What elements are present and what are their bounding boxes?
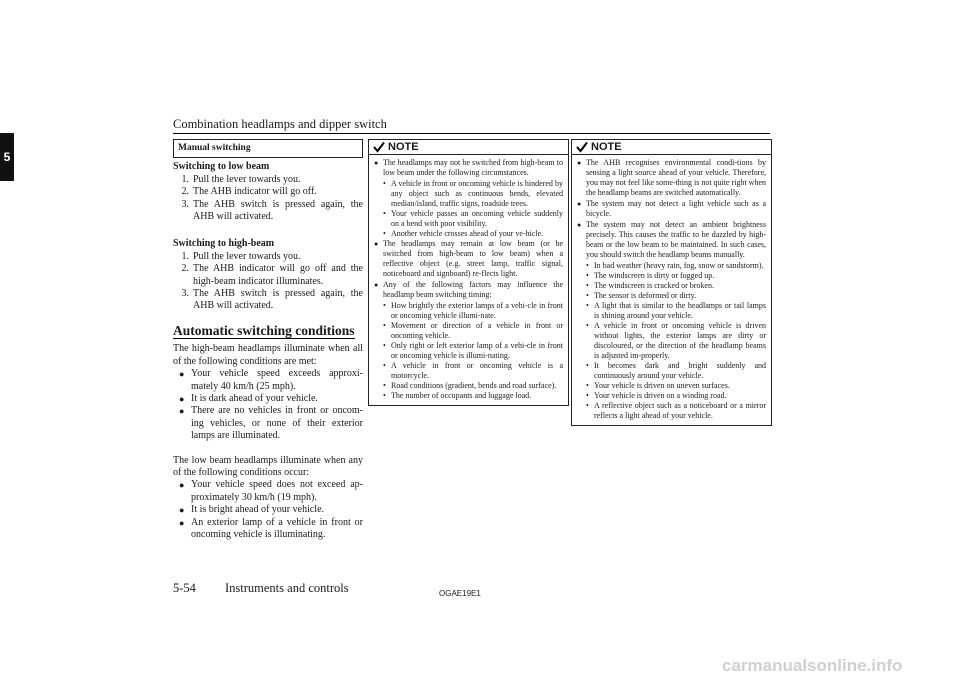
step-item: 3. The AHB switch is pressed again, the AHB will activated. bbox=[181, 198, 363, 223]
note-bullet: ● The headlamps may remain at low beam (or be switched from high-beam to low beam) when a reflective object (e.g. street lamp, traffic signal, noticeboard and signboard) re-flects light. bbox=[374, 239, 563, 278]
low-beam-conditions-intro: The low beam headlamps illuminate when any of the following conditions occur: bbox=[173, 454, 363, 478]
note-bullet: ● The headlamps may not be switched from high-beam to low beam under the following circumstances. bbox=[374, 158, 563, 177]
note-bullet: ● The system may not detect an ambient brightness precisely. This causes the traffic to be dazzled by high-beam or the low beam to be maintained. In such cases, you should switch the headlamp beams manually. bbox=[577, 220, 766, 259]
note-subitem: • Your vehicle is driven on uneven surfaces. bbox=[586, 381, 730, 390]
manual-switching-box: Manual switching bbox=[173, 139, 363, 158]
note-subitem: • A light that is similar to the headlamps or tail lamps is shining around your vehicle. bbox=[586, 301, 766, 320]
note-label: NOTE bbox=[388, 141, 419, 153]
note-icon bbox=[373, 141, 385, 153]
bullet-item: ● It is bright ahead of your vehicle. bbox=[179, 504, 325, 516]
note-header bbox=[369, 140, 568, 155]
note-subitem: • A vehicle in front or oncoming vehicle is hindered by any object such as continuous bends, elevated median/island, traffic signs, roadside trees. bbox=[383, 179, 563, 208]
footer-section: Instruments and controls bbox=[225, 581, 349, 595]
note-body bbox=[572, 155, 771, 425]
high-beam-conditions-intro: The high-beam headlamps illuminate when all of the following conditions are met: bbox=[173, 343, 363, 367]
note-box-2 bbox=[571, 139, 772, 426]
step-item: 3. The AHB switch is pressed again, the AHB will activated. bbox=[181, 288, 363, 312]
step-item: 1. Pull the lever towards you. bbox=[181, 250, 301, 262]
note-box-1 bbox=[368, 139, 569, 406]
note-bullet: ● The AHB recognises environmental condi-tions by sensing a light source ahead of your vehicle. Therefore, you may not feel like some-thing is not quite right when the headlamp beams are switched automatically. bbox=[577, 158, 766, 197]
note-header bbox=[572, 140, 771, 155]
note-body bbox=[369, 155, 568, 405]
page-number: 5-54 bbox=[173, 581, 196, 595]
note-subitem: • In bad weather (heavy rain, fog, snow or sandstorm). bbox=[586, 261, 764, 270]
bullet-item: ● Your vehicle speed exceeds approxi-mately 40 km/h (25 mph). bbox=[179, 368, 363, 392]
document-code: OGAE19E1 bbox=[439, 589, 481, 598]
left-column bbox=[173, 139, 363, 541]
note-subitem: • A vehicle in front or oncoming vehicle is a motorcycle. bbox=[383, 361, 563, 380]
high-beam-heading: Switching to high-beam bbox=[173, 238, 275, 250]
note-subitem: • The sensor is deformed or dirty. bbox=[586, 291, 697, 300]
note-subitem: • Your vehicle is driven on a winding road. bbox=[586, 391, 727, 400]
bullet-item: ● Your vehicle speed does not exceed ap-proximately 30 km/h (19 mph). bbox=[179, 479, 363, 503]
step-item: 1. Pull the lever towards you. bbox=[181, 173, 301, 185]
note-label: NOTE bbox=[591, 141, 622, 153]
note-subitem: • Only right or left exterior lamp of a vehi-cle in front or oncoming vehicle is illumi-nating. bbox=[383, 341, 563, 360]
note-subitem: • How brightly the exterior lamps of a vehi-cle in front or oncoming vehicle illumi-nate. bbox=[383, 301, 563, 320]
note-subitem: • Movement or direction of a vehicle in front or oncoming vehicle. bbox=[383, 321, 563, 340]
note-subitem: • A reflective object such as a noticeboard or a mirror reflects a light ahead of your vehicle. bbox=[586, 401, 766, 420]
note-subitem: • The windscreen is cracked or broken. bbox=[586, 281, 714, 290]
section-title: Automatic switching conditions bbox=[173, 322, 355, 338]
bullet-item: ● There are no vehicles in front or oncom-ing vehicles, or none of their exterior lamps are illuminated. bbox=[179, 405, 363, 442]
watermark: carmanualsonline.info bbox=[722, 656, 903, 675]
note-subitem: • Your vehicle passes an oncoming vehicle suddenly on a bend with poor visibility. bbox=[383, 209, 563, 228]
step-item: 2. The AHB indicator will go off. bbox=[181, 186, 317, 198]
note-subitem: • The number of occupants and luggage load. bbox=[383, 391, 532, 400]
note-subitem: • Another vehicle crosses ahead of your ve-hicle. bbox=[383, 229, 544, 238]
bullet-item: ● It is dark ahead of your vehicle. bbox=[179, 392, 318, 404]
bullet-item: ● An exterior lamp of a vehicle in front or oncoming vehicle is illuminating. bbox=[179, 516, 363, 540]
note-subitem: • Road conditions (gradient, bends and road surface). bbox=[383, 381, 557, 390]
page-header-title: Combination headlamps and dipper switch bbox=[173, 117, 387, 131]
header-rule bbox=[173, 133, 770, 134]
note-subitem: • The windscreen is dirty or fogged up. bbox=[586, 271, 715, 280]
note-icon bbox=[576, 141, 588, 153]
step-item: 2. The AHB indicator will go off and the high-beam indicator illuminates. bbox=[181, 263, 363, 287]
note-subitem: • It becomes dark and bright suddenly and continuously around your vehicle. bbox=[586, 361, 766, 380]
note-bullet: ● The system may not detect a light vehicle such as a bicycle. bbox=[577, 199, 766, 218]
low-beam-heading: Switching to low beam bbox=[173, 161, 270, 173]
chapter-tab: 5 bbox=[0, 133, 14, 181]
note-bullet: ● Any of the following factors may influence the headlamp beam switching timing: bbox=[374, 280, 563, 299]
note-subitem: • A vehicle in front or oncoming vehicle is driven without lights, the exterior lamps are dirty or discoloured, or the direction of the headlamp beams is adjusted im-properly. bbox=[586, 321, 766, 360]
